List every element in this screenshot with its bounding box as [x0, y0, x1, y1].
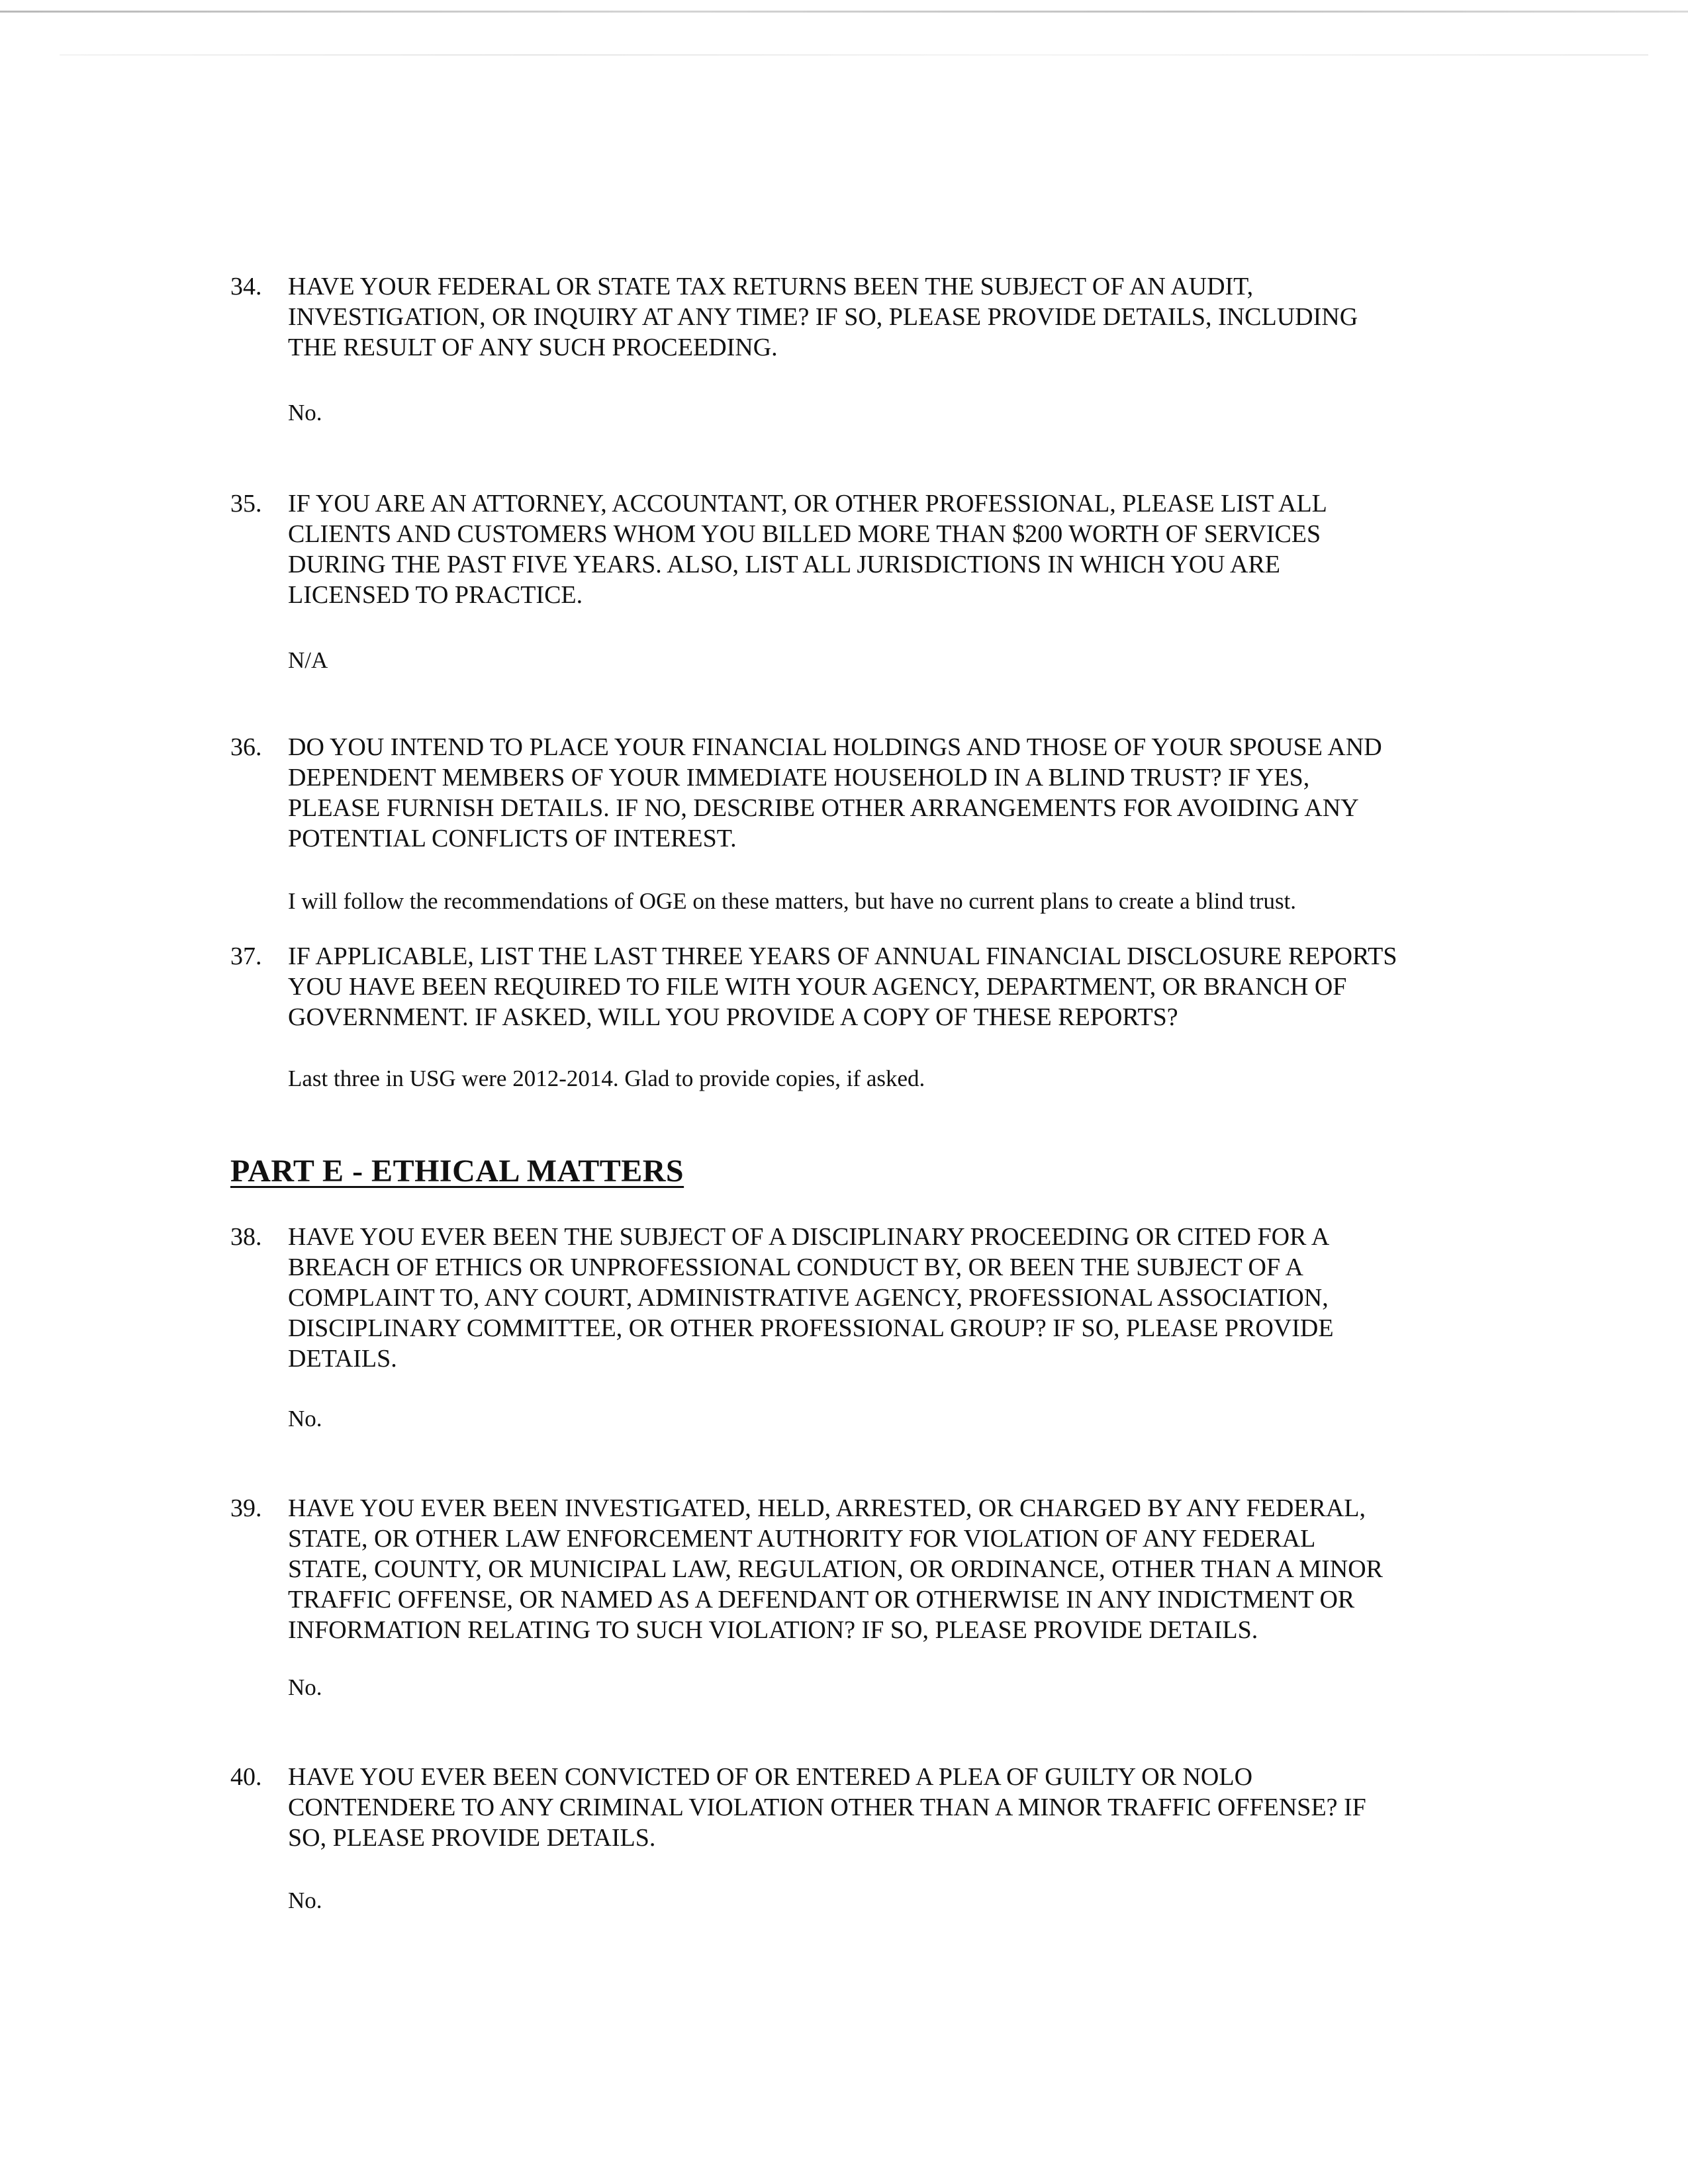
section-heading: PART E - ETHICAL MATTERS	[230, 1154, 684, 1189]
question-line: BREACH OF ETHICS OR UNPROFESSIONAL CONDUCT BY, OR BEEN THE SUBJECT OF A	[288, 1253, 1303, 1281]
answer-text: Last three in USG were 2012-2014. Glad to provide copies, if asked.	[288, 1066, 925, 1091]
question-line: DURING THE PAST FIVE YEARS. ALSO, LIST ALL JURISDICTIONS IN WHICH YOU ARE	[288, 551, 1280, 578]
question-line: INVESTIGATION, OR INQUIRY AT ANY TIME? IF SO, PLEASE PROVIDE DETAILS, INCLUDING	[288, 303, 1358, 331]
answer-text: No.	[288, 400, 322, 426]
question-line: DISCIPLINARY COMMITTEE, OR OTHER PROFESSIONAL GROUP? IF SO, PLEASE PROVIDE	[288, 1314, 1334, 1342]
question-line: CONTENDERE TO ANY CRIMINAL VIOLATION OTHER THAN A MINOR TRAFFIC OFFENSE? IF	[288, 1794, 1366, 1821]
question-text	[288, 488, 1579, 610]
question-line: POTENTIAL CONFLICTS OF INTEREST.	[288, 825, 737, 852]
question-line: TRAFFIC OFFENSE, OR NAMED AS A DEFENDANT OR OTHERWISE IN ANY INDICTMENT OR	[288, 1586, 1355, 1614]
question-line: IF YOU ARE AN ATTORNEY, ACCOUNTANT, OR OTHER PROFESSIONAL, PLEASE LIST ALL	[288, 490, 1327, 518]
question-line: DETAILS.	[288, 1345, 397, 1373]
question-number: 36.	[230, 733, 262, 761]
question-text	[288, 1222, 1579, 1374]
question-text	[288, 1762, 1579, 1853]
question-line: STATE, COUNTY, OR MUNICIPAL LAW, REGULATION, OR ORDINANCE, OTHER THAN A MINOR	[288, 1555, 1383, 1583]
question-line: LICENSED TO PRACTICE.	[288, 581, 583, 609]
question-line: DO YOU INTEND TO PLACE YOUR FINANCIAL HOLDINGS AND THOSE OF YOUR SPOUSE AND	[288, 733, 1382, 761]
question-text	[288, 941, 1579, 1032]
scan-edge-line-faint	[60, 54, 1648, 56]
answer-text: No.	[288, 1674, 322, 1700]
question-number: 37.	[230, 942, 262, 970]
question-text	[288, 271, 1579, 363]
question-line: HAVE YOU EVER BEEN INVESTIGATED, HELD, ARRESTED, OR CHARGED BY ANY FEDERAL,	[288, 1494, 1366, 1522]
scan-edge-line	[0, 11, 1688, 13]
question-line: HAVE YOU EVER BEEN THE SUBJECT OF A DISCIPLINARY PROCEEDING OR CITED FOR A	[288, 1223, 1330, 1251]
question-line: SO, PLEASE PROVIDE DETAILS.	[288, 1824, 656, 1852]
question-line: CLIENTS AND CUSTOMERS WHOM YOU BILLED MORE THAN $200 WORTH OF SERVICES	[288, 520, 1321, 548]
question-number: 34.	[230, 273, 262, 300]
question-number: 39.	[230, 1494, 262, 1522]
question-line: STATE, OR OTHER LAW ENFORCEMENT AUTHORITY FOR VIOLATION OF ANY FEDERAL	[288, 1525, 1316, 1553]
question-line: PLEASE FURNISH DETAILS. IF NO, DESCRIBE OTHER ARRANGEMENTS FOR AVOIDING ANY	[288, 794, 1359, 822]
answer-text: I will follow the recommendations of OGE on these matters, but have no current plans to create a blind trust.	[288, 888, 1297, 914]
question-line: GOVERNMENT. IF ASKED, WILL YOU PROVIDE A COPY OF THESE REPORTS?	[288, 1003, 1178, 1031]
question-line: DEPENDENT MEMBERS OF YOUR IMMEDIATE HOUSEHOLD IN A BLIND TRUST? IF YES,	[288, 764, 1310, 792]
question-text	[288, 732, 1579, 854]
question-line: HAVE YOUR FEDERAL OR STATE TAX RETURNS BEEN THE SUBJECT OF AN AUDIT,	[288, 273, 1254, 300]
answer-text: No.	[288, 1888, 322, 1913]
question-line: THE RESULT OF ANY SUCH PROCEEDING.	[288, 334, 778, 361]
answer-text: N/A	[288, 647, 328, 673]
question-line: INFORMATION RELATING TO SUCH VIOLATION? IF SO, PLEASE PROVIDE DETAILS.	[288, 1616, 1258, 1644]
question-number: 38.	[230, 1223, 262, 1251]
question-text	[288, 1493, 1579, 1645]
question-line: COMPLAINT TO, ANY COURT, ADMINISTRATIVE AGENCY, PROFESSIONAL ASSOCIATION,	[288, 1284, 1329, 1312]
question-number: 35.	[230, 490, 262, 518]
question-number: 40.	[230, 1763, 262, 1791]
question-line: HAVE YOU EVER BEEN CONVICTED OF OR ENTERED A PLEA OF GUILTY OR NOLO	[288, 1763, 1253, 1791]
question-line: YOU HAVE BEEN REQUIRED TO FILE WITH YOUR AGENCY, DEPARTMENT, OR BRANCH OF	[288, 973, 1347, 1001]
question-line: IF APPLICABLE, LIST THE LAST THREE YEARS OF ANNUAL FINANCIAL DISCLOSURE REPORTS	[288, 942, 1397, 970]
answer-text: No.	[288, 1406, 322, 1432]
